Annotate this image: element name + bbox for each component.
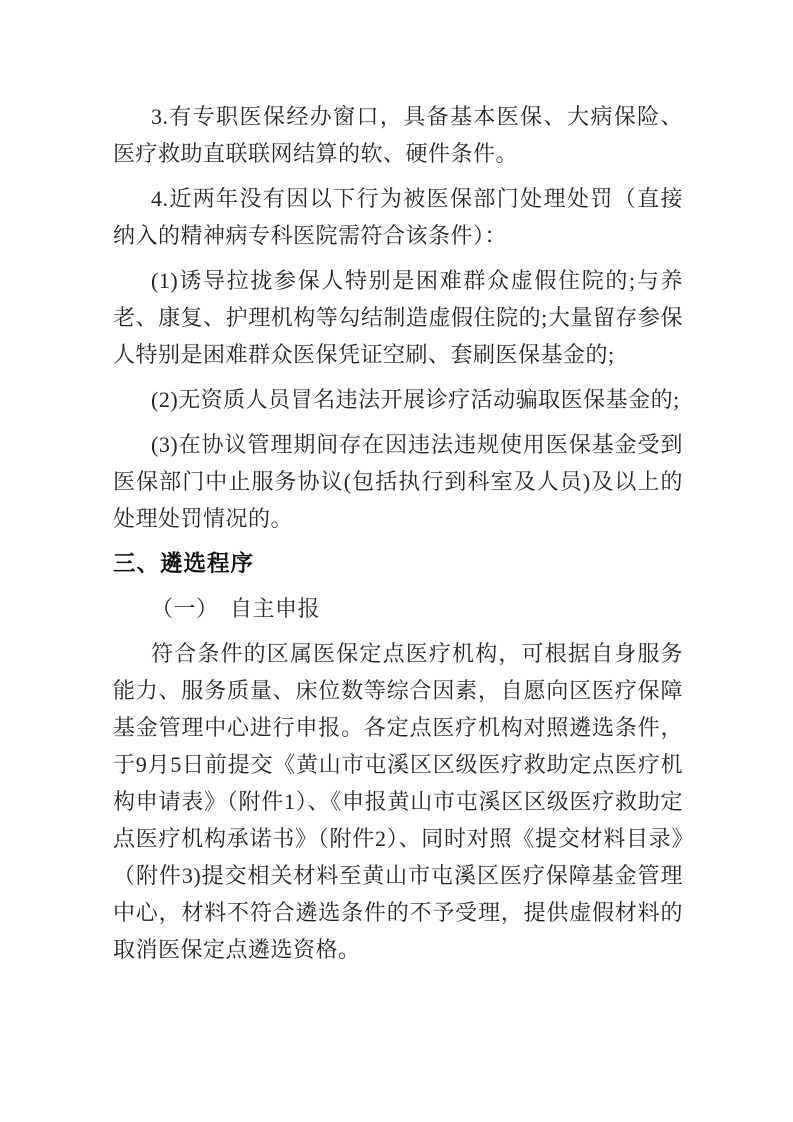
section-heading-selection-procedure: 三、遴选程序 (113, 551, 255, 576)
paragraph-violation-item-1: (1)诱导拉拢参保人特别是困难群众虚假住院的;与养老、康复、护理机构等勾结制造虚假住院的;大量留存参保人特别是困难群众医保凭证空刷、套刷医保基金的; (113, 268, 683, 367)
paragraph-violation-item-2: (2)无资质人员冒名违法开展诊疗活动骗取医保基金的; (151, 387, 680, 412)
paragraph-condition-3: 3.有专职医保经办窗口，具备基本医保、大病保险、医疗救助直联联网结算的软、硬件条件。 (113, 104, 683, 166)
paragraph-self-application-detail: 符合条件的区属医保定点医疗机构，可根据自身服务能力、服务质量、床位数等综合因素，自愿向区医疗保障基金管理中心进行申报。各定点医疗机构对照遴选条件，于9月5日前提交《黄山市屯溪区区级医疗救助定点医疗机构申请表》（附件1）、《申报黄山市屯溪区区级医疗救助定点医疗机构承诺书》（附件2）、同时对照《提交材料目录》（附件3)提交相关材料至黄山市屯溪区医疗保障基金管理中心，材料不符合遴选条件的不予受理，提供虚假材料的取消医保定点遴选资格。 (113, 641, 683, 962)
subsection-heading-self-application: （一） 自主申报 (151, 596, 321, 621)
paragraph-violation-item-3: (3)在协议管理期间存在因违法违规使用医保基金受到医保部门中止服务协议(包括执行到科室及人员)及以上的处理处罚情况的。 (113, 432, 683, 531)
paragraph-condition-4: 4.近两年没有因以下行为被医保部门处理处罚（直接纳入的精神病专科医院需符合该条件）： (113, 186, 683, 248)
